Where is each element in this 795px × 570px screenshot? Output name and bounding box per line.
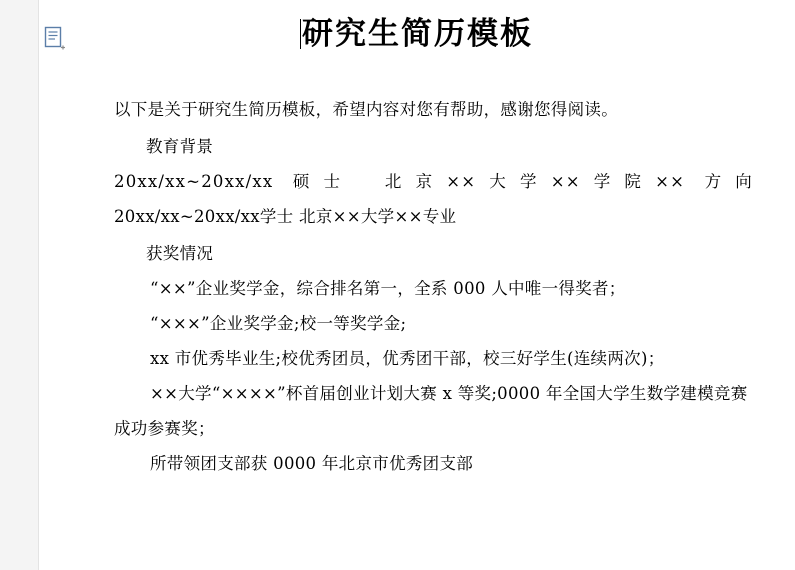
- heading-education: 教育背景: [146, 137, 214, 156]
- paragraph-award-4: ××大学“××××”杯首届创业计划大赛 x 等奖;0000 年全国大学生数学建模竞赛成功参赛奖；: [114, 384, 748, 438]
- page-title: [38, 8, 795, 53]
- paragraph-education-bachelor: 20xx/xx~20xx/xx学士 北京××大学××专业: [114, 207, 457, 226]
- page-title-text: 研究生简历模板: [302, 16, 533, 52]
- text-cursor: [300, 19, 301, 49]
- document-body[interactable]: [38, 0, 795, 570]
- paragraph-education-master: 20xx/xx~20xx/xx 硕士 北京××大学××学院×× 方向: [114, 172, 753, 191]
- paragraph-intro: 以下是关于研究生简历模板，希望内容对您有帮助，感谢您得阅读。: [114, 100, 618, 119]
- document-content[interactable]: [114, 92, 753, 481]
- paragraph-award-2: “×××”企业奖学金;校一等奖学金;: [150, 314, 407, 333]
- paragraph-award-5: 所带领团支部获 0000 年北京市优秀团支部: [150, 454, 474, 473]
- paragraph-award-3: xx 市优秀毕业生;校优秀团员，优秀团干部，校三好学生(连续两次)；: [150, 349, 665, 368]
- left-margin-rail: [0, 0, 39, 570]
- heading-awards: 获奖情况: [146, 244, 214, 263]
- paragraph-award-1: “××”企业奖学金，综合排名第一，全系 000 人中唯一得奖者；: [150, 279, 626, 298]
